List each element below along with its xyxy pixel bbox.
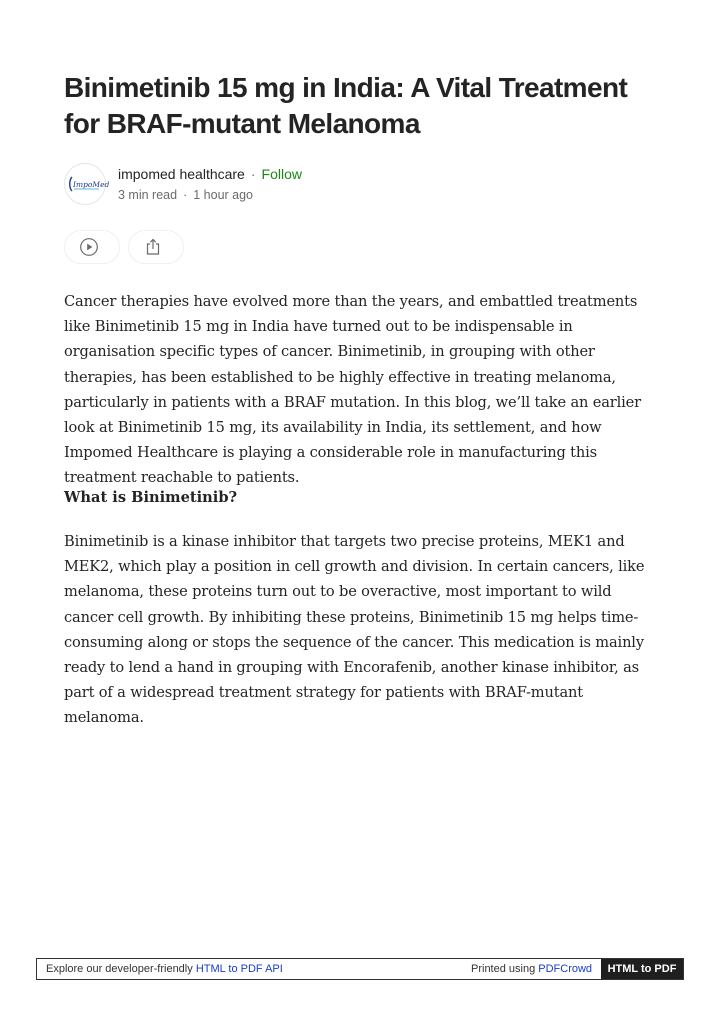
pdfcrowd-footer — [36, 958, 684, 980]
listen-button[interactable] — [64, 230, 120, 264]
pdfcrowd-link[interactable]: PDFCrowd — [538, 963, 593, 975]
author-name[interactable]: impomed healthcare — [118, 166, 245, 182]
avatar-logo-text: ImpoMed — [73, 180, 110, 189]
separator-dot: · — [250, 166, 256, 182]
section-heading: What is Binimetinib? — [64, 489, 238, 506]
footer-left — [46, 963, 283, 975]
footer-mid — [471, 963, 592, 975]
share-icon — [143, 237, 163, 257]
html-to-pdf-button[interactable]: HTML to PDF — [601, 959, 683, 979]
author-row — [64, 161, 664, 205]
footer-left-text: Explore our developer-friendly — [46, 963, 196, 975]
html-to-pdf-api-link[interactable]: HTML to PDF API — [195, 963, 283, 975]
published-time: 1 hour ago — [193, 188, 254, 202]
separator-dot: · — [183, 188, 188, 202]
paragraph-intro: Cancer therapies have evolved more than the years, and embattled treatments like Binimetinib 15 mg in India have turned out to be indispensable in organisation specific types of cancer. Binimetinib, in grouping with other therapies, has been established to be highly effective in treating melanoma, particularly in patients with a BRAF mutation. In this blog, we’ll take an earlier look at Binimetinib 15 mg, its availability in India, its settlement, and how Impomed Healthcare is playing a considerable role in manufacturing this treatment reachable to patients. — [64, 293, 641, 487]
share-button[interactable] — [128, 230, 184, 264]
follow-button[interactable]: Follow — [261, 166, 302, 182]
play-icon — [79, 237, 99, 257]
article-meta — [118, 187, 253, 203]
author-name-line — [118, 165, 302, 183]
impomed-logo — [68, 174, 110, 194]
read-time: 3 min read — [118, 188, 178, 202]
author-avatar[interactable] — [64, 163, 110, 205]
paragraph-what-is: Binimetinib is a kinase inhibitor that targets two precise proteins, MEK1 and MEK2, which play a position in cell growth and division. In certain cancers, like melanoma, these proteins turn out to be overactive, most important to wild cancer cell growth. By inhibiting these proteins, Binimetinib 15 mg helps time-consuming along or stops the sequence of the cancer. This medication is mainly ready to lend a hand in grouping with Encorafenib, another kinase inhibitor, as part of a widespread treatment strategy for patients with BRAF-mutant melanoma. — [64, 533, 645, 727]
article-title: Binimetinib 15 mg in India: A Vital Treatment for BRAF-mutant Melanoma — [64, 72, 628, 139]
footer-mid-text: Printed using — [471, 963, 539, 975]
